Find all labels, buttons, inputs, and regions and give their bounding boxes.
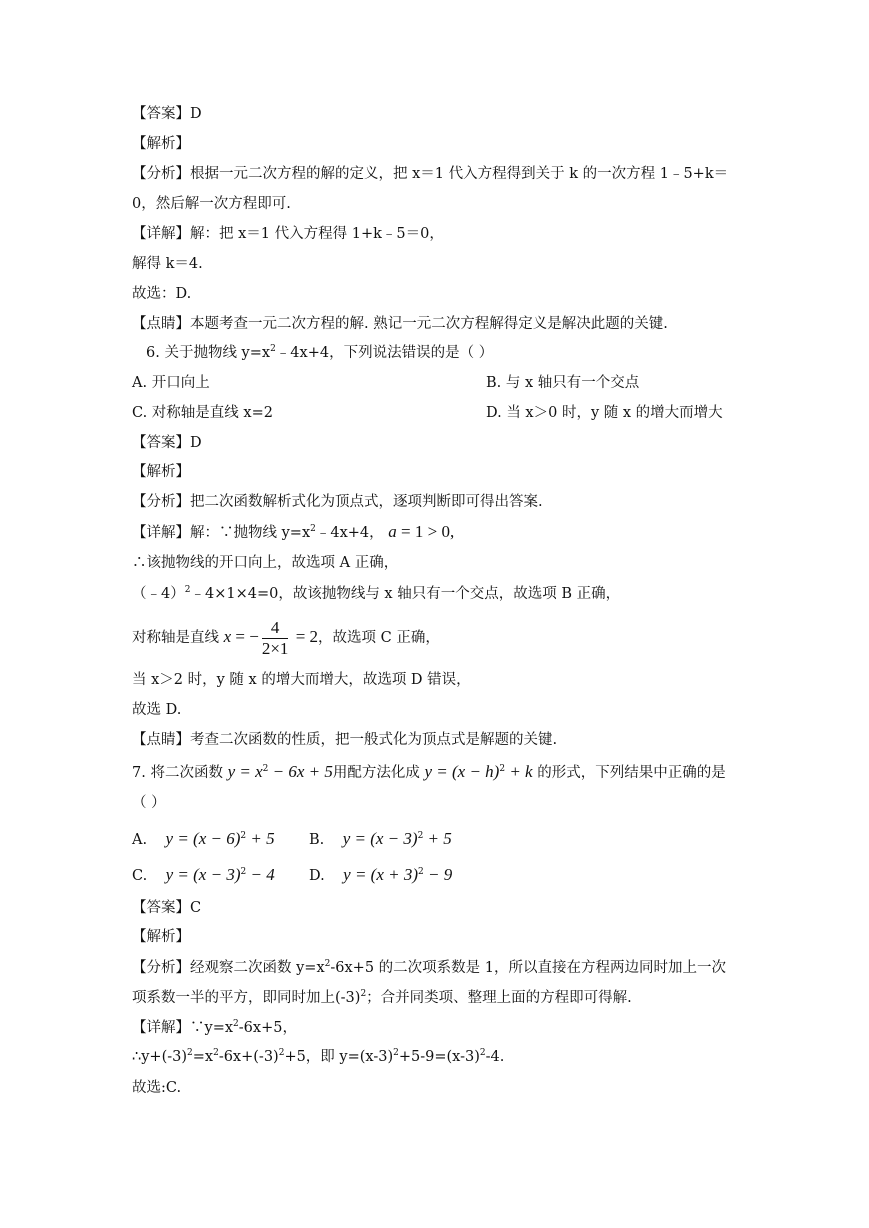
answer-label: 【答案】C [132, 900, 202, 916]
comment-text: 【点睛】本题考查一元二次方程的解. 熟记一元二次方程解得定义是解决此题的关键. [132, 316, 668, 332]
question-7-paren: （ ） [132, 795, 166, 811]
q6-option-b: B. 与 x 轴只有一个交点 [486, 375, 640, 391]
analysis-text: 【分析】经观察二次函数 $y=x^2-6x+5$ 的二次项系数是 1，所以直接在方程两边同时加上一次 [132, 959, 726, 976]
analysis-text-cont: 项系数一半的平方，即同时加上$(-3)^2$；合并同类项、整理上面的方程即可得解. [132, 989, 632, 1006]
axis-formula-line: 对称轴是直线 x = − $\frac{4}{2\times 1}$ = 2，故选项 C 正确， [132, 617, 440, 658]
choice-text: 故选 D. [132, 702, 182, 718]
detail-text: 【详解】解：把 x＝1 代入方程得 1+k﹣5＝0， [132, 226, 444, 242]
detail-text: 【详解】解：∵抛物线 $y=x^2﹣4x+4$， a = 1 > 0, [132, 522, 455, 541]
analysis-heading: 【解析】 [132, 464, 190, 480]
detail-text: （﹣4）$^2$﹣4×1×4=0，故该抛物线与 x 轴只有一个交点，故选项 B 正确， [132, 585, 621, 602]
fraction: $\frac{4}{2\times 1}$ [261, 617, 289, 658]
analysis-heading: 【解析】 [132, 929, 190, 945]
choice-text: 故选:C. [132, 1080, 182, 1096]
detail-text: $\therefore y+(-3)^2=x^2-6x+(-3)^2+5$，即 $y=(x-3)^2+5-9=(x-3)^2-4$. [132, 1048, 505, 1065]
q7-option-c: C. $y = (x - 3)^2 - 4$ [132, 865, 275, 884]
analysis-text-cont: 0，然后解一次方程即可. [132, 196, 291, 212]
q6-option-a: A. 开口向上 [132, 375, 210, 391]
question-6: 6. 关于抛物线 $y=x^2﹣4x+4$，下列说法错误的是（ ） [146, 344, 494, 361]
q6-option-c: C. 对称轴是直线 x=2 [132, 405, 273, 421]
detail-text: 【详解】$\because y=x^2-6x+5$， [132, 1019, 297, 1036]
choice-text: 故选：D. [132, 286, 192, 302]
analysis-text: 【分析】根据一元二次方程的解的定义，把 x＝1 代入方程得到关于 k 的一次方程 1﹣5+k＝ [132, 166, 729, 182]
detail-text: 当 x＞2 时，y 随 x 的增大而增大，故选项 D 错误， [132, 672, 471, 688]
detail-text: 解得 k＝4. [132, 256, 203, 272]
answer-label: 【答案】D [132, 435, 202, 451]
comment-text: 【点睛】考查二次函数的性质，把一般式化为顶点式是解题的关键. [132, 732, 558, 748]
analysis-heading: 【解析】 [132, 136, 190, 152]
detail-text: ∴该抛物线的开口向上，故选项 A 正确， [132, 555, 399, 571]
answer-label: 【答案】D [132, 106, 202, 122]
analysis-text: 【分析】把二次函数解析式化为顶点式，逐项判断即可得出答案. [132, 494, 543, 510]
q7-option-d: D. $y = (x + 3)^2 - 9$ [309, 865, 453, 884]
q7-option-a: A. $y = (x - 6)^2 + 5$ [132, 829, 275, 848]
q6-option-d: D. 当 x＞0 时，y 随 x 的增大而增大 [486, 405, 723, 421]
question-7: 7. 将二次函数 $y = x^2 - 6x + 5$用配方法化成 $y = (x - h)^2 + k$ 的形式，下列结果中正确的是 [132, 762, 726, 781]
q7-option-b: B. $y = (x - 3)^2 + 5$ [309, 829, 452, 848]
